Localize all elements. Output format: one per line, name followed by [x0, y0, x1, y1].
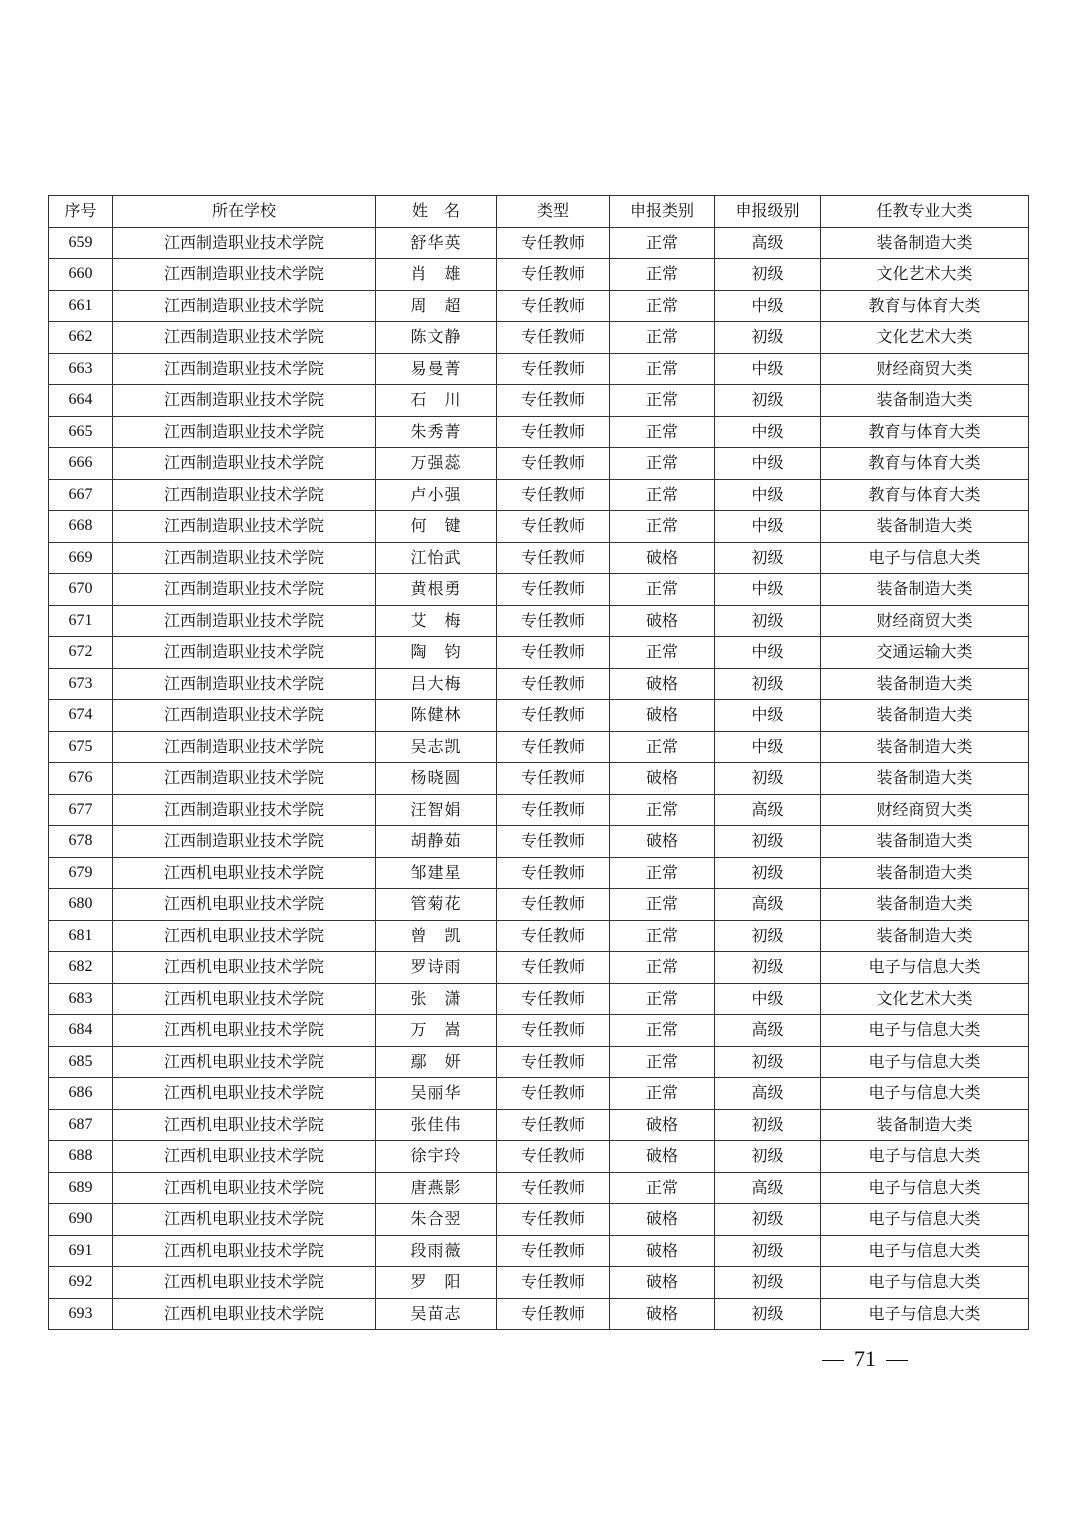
cell-type: 专任教师	[497, 731, 610, 763]
cell-index: 664	[49, 385, 113, 417]
cell-index: 659	[49, 227, 113, 259]
cell-school: 江西制造职业技术学院	[113, 668, 376, 700]
table-row	[49, 952, 1029, 984]
table-row	[49, 574, 1029, 606]
cell-application-category: 正常	[610, 637, 715, 669]
cell-type: 专任教师	[497, 889, 610, 921]
cell-index: 677	[49, 794, 113, 826]
cell-type: 专任教师	[497, 1109, 610, 1141]
cell-type: 专任教师	[497, 668, 610, 700]
cell-major-category: 文化艺术大类	[821, 983, 1029, 1015]
cell-name: 石 川	[376, 385, 497, 417]
table-row	[49, 1204, 1029, 1236]
cell-major-category: 文化艺术大类	[821, 259, 1029, 291]
cell-type: 专任教师	[497, 1078, 610, 1110]
cell-application-category: 正常	[610, 479, 715, 511]
cell-name: 汪智娟	[376, 794, 497, 826]
cell-name: 吴苗志	[376, 1298, 497, 1330]
cell-application-level: 初级	[715, 1267, 821, 1299]
cell-application-level: 高级	[715, 794, 821, 826]
table-row	[49, 322, 1029, 354]
cell-index: 686	[49, 1078, 113, 1110]
cell-school: 江西制造职业技术学院	[113, 794, 376, 826]
cell-index: 680	[49, 889, 113, 921]
cell-application-category: 正常	[610, 1015, 715, 1047]
cell-name: 陶 钧	[376, 637, 497, 669]
cell-index: 672	[49, 637, 113, 669]
cell-major-category: 电子与信息大类	[821, 1141, 1029, 1173]
cell-name: 杨晓圆	[376, 763, 497, 795]
page-number-value: 71	[854, 1346, 876, 1371]
cell-type: 专任教师	[497, 448, 610, 480]
cell-name: 万 嵩	[376, 1015, 497, 1047]
cell-type: 专任教师	[497, 1235, 610, 1267]
cell-major-category: 电子与信息大类	[821, 1235, 1029, 1267]
cell-application-level: 中级	[715, 731, 821, 763]
cell-name: 黄根勇	[376, 574, 497, 606]
cell-name: 罗 阳	[376, 1267, 497, 1299]
cell-index: 683	[49, 983, 113, 1015]
cell-application-category: 正常	[610, 857, 715, 889]
cell-index: 693	[49, 1298, 113, 1330]
cell-type: 专任教师	[497, 1204, 610, 1236]
cell-application-category: 正常	[610, 511, 715, 543]
cell-type: 专任教师	[497, 479, 610, 511]
cell-school: 江西制造职业技术学院	[113, 448, 376, 480]
cell-name: 管菊花	[376, 889, 497, 921]
cell-application-level: 初级	[715, 1141, 821, 1173]
table-row	[49, 731, 1029, 763]
cell-application-level: 高级	[715, 889, 821, 921]
cell-type: 专任教师	[497, 952, 610, 984]
cell-name: 邹建星	[376, 857, 497, 889]
cell-major-category: 教育与体育大类	[821, 416, 1029, 448]
cell-school: 江西制造职业技术学院	[113, 542, 376, 574]
table-header	[49, 196, 1029, 228]
header-row	[49, 196, 1029, 228]
cell-major-category: 装备制造大类	[821, 668, 1029, 700]
cell-index: 671	[49, 605, 113, 637]
cell-name: 段雨薇	[376, 1235, 497, 1267]
cell-application-level: 初级	[715, 259, 821, 291]
cell-name: 易曼菁	[376, 353, 497, 385]
table-row	[49, 353, 1029, 385]
cell-application-category: 破格	[610, 605, 715, 637]
cell-major-category: 装备制造大类	[821, 574, 1029, 606]
cell-index: 682	[49, 952, 113, 984]
cell-application-level: 初级	[715, 1235, 821, 1267]
cell-application-level: 高级	[715, 227, 821, 259]
cell-major-category: 电子与信息大类	[821, 1046, 1029, 1078]
cell-school: 江西制造职业技术学院	[113, 700, 376, 732]
cell-type: 专任教师	[497, 983, 610, 1015]
cell-application-category: 正常	[610, 889, 715, 921]
cell-index: 674	[49, 700, 113, 732]
cell-type: 专任教师	[497, 1015, 610, 1047]
cell-application-category: 正常	[610, 920, 715, 952]
header-school: 所在学校	[113, 196, 376, 228]
cell-major-category: 财经商贸大类	[821, 353, 1029, 385]
cell-school: 江西制造职业技术学院	[113, 574, 376, 606]
header-type: 类型	[497, 196, 610, 228]
cell-school: 江西机电职业技术学院	[113, 1267, 376, 1299]
page-number	[812, 1346, 918, 1372]
cell-major-category: 装备制造大类	[821, 920, 1029, 952]
cell-application-category: 正常	[610, 794, 715, 826]
cell-index: 679	[49, 857, 113, 889]
cell-application-category: 正常	[610, 322, 715, 354]
cell-major-category: 装备制造大类	[821, 889, 1029, 921]
cell-application-level: 初级	[715, 763, 821, 795]
cell-application-category: 正常	[610, 259, 715, 291]
cell-major-category: 装备制造大类	[821, 385, 1029, 417]
cell-school: 江西机电职业技术学院	[113, 1046, 376, 1078]
cell-application-level: 中级	[715, 479, 821, 511]
cell-school: 江西机电职业技术学院	[113, 952, 376, 984]
cell-application-category: 正常	[610, 1078, 715, 1110]
cell-major-category: 电子与信息大类	[821, 1204, 1029, 1236]
cell-name: 吴志凯	[376, 731, 497, 763]
cell-index: 663	[49, 353, 113, 385]
header-index: 序号	[49, 196, 113, 228]
cell-school: 江西制造职业技术学院	[113, 290, 376, 322]
cell-name: 卢小强	[376, 479, 497, 511]
cell-school: 江西机电职业技术学院	[113, 1298, 376, 1330]
cell-major-category: 交通运输大类	[821, 637, 1029, 669]
cell-index: 660	[49, 259, 113, 291]
cell-name: 吴丽华	[376, 1078, 497, 1110]
cell-major-category: 电子与信息大类	[821, 1078, 1029, 1110]
cell-type: 专任教师	[497, 1172, 610, 1204]
cell-major-category: 电子与信息大类	[821, 1298, 1029, 1330]
cell-major-category: 装备制造大类	[821, 857, 1029, 889]
cell-type: 专任教师	[497, 227, 610, 259]
table-row	[49, 857, 1029, 889]
cell-type: 专任教师	[497, 1298, 610, 1330]
cell-major-category: 装备制造大类	[821, 1109, 1029, 1141]
table-row	[49, 668, 1029, 700]
cell-type: 专任教师	[497, 290, 610, 322]
cell-index: 684	[49, 1015, 113, 1047]
cell-application-category: 正常	[610, 952, 715, 984]
cell-name: 朱合翌	[376, 1204, 497, 1236]
table-row	[49, 290, 1029, 322]
cell-name: 唐燕影	[376, 1172, 497, 1204]
cell-application-level: 初级	[715, 857, 821, 889]
cell-major-category: 文化艺术大类	[821, 322, 1029, 354]
cell-index: 661	[49, 290, 113, 322]
table-row	[49, 1078, 1029, 1110]
cell-school: 江西机电职业技术学院	[113, 1015, 376, 1047]
cell-school: 江西机电职业技术学院	[113, 1078, 376, 1110]
cell-name: 胡静茹	[376, 826, 497, 858]
cell-type: 专任教师	[497, 322, 610, 354]
cell-school: 江西制造职业技术学院	[113, 322, 376, 354]
table-row	[49, 1235, 1029, 1267]
table-row	[49, 1298, 1029, 1330]
table-row	[49, 637, 1029, 669]
table-row	[49, 227, 1029, 259]
cell-school: 江西机电职业技术学院	[113, 983, 376, 1015]
cell-application-category: 正常	[610, 290, 715, 322]
cell-type: 专任教师	[497, 826, 610, 858]
cell-index: 687	[49, 1109, 113, 1141]
cell-type: 专任教师	[497, 857, 610, 889]
cell-school: 江西机电职业技术学院	[113, 857, 376, 889]
cell-name: 陈健林	[376, 700, 497, 732]
cell-application-level: 中级	[715, 637, 821, 669]
cell-application-category: 正常	[610, 1046, 715, 1078]
cell-index: 681	[49, 920, 113, 952]
header-application-category: 申报类别	[610, 196, 715, 228]
cell-school: 江西机电职业技术学院	[113, 1141, 376, 1173]
table-row	[49, 1172, 1029, 1204]
cell-name: 陈文静	[376, 322, 497, 354]
cell-type: 专任教师	[497, 920, 610, 952]
cell-application-level: 初级	[715, 605, 821, 637]
table-body	[49, 227, 1029, 1330]
cell-type: 专任教师	[497, 542, 610, 574]
cell-type: 专任教师	[497, 1267, 610, 1299]
cell-school: 江西机电职业技术学院	[113, 1172, 376, 1204]
cell-index: 690	[49, 1204, 113, 1236]
cell-school: 江西制造职业技术学院	[113, 227, 376, 259]
cell-major-category: 装备制造大类	[821, 227, 1029, 259]
cell-school: 江西机电职业技术学院	[113, 1235, 376, 1267]
cell-type: 专任教师	[497, 794, 610, 826]
cell-index: 692	[49, 1267, 113, 1299]
cell-name: 周 超	[376, 290, 497, 322]
cell-type: 专任教师	[497, 574, 610, 606]
cell-index: 673	[49, 668, 113, 700]
cell-application-category: 正常	[610, 448, 715, 480]
table-row	[49, 983, 1029, 1015]
cell-major-category: 电子与信息大类	[821, 952, 1029, 984]
table-row	[49, 416, 1029, 448]
cell-application-level: 高级	[715, 1078, 821, 1110]
cell-application-level: 中级	[715, 448, 821, 480]
table-row	[49, 700, 1029, 732]
cell-name: 艾 梅	[376, 605, 497, 637]
cell-application-category: 破格	[610, 1235, 715, 1267]
page-number-dash-right	[886, 1360, 908, 1361]
cell-index: 667	[49, 479, 113, 511]
table-row	[49, 889, 1029, 921]
cell-application-level: 初级	[715, 542, 821, 574]
cell-application-category: 正常	[610, 574, 715, 606]
table-row	[49, 763, 1029, 795]
header-application-level: 申报级别	[715, 196, 821, 228]
cell-application-category: 正常	[610, 353, 715, 385]
cell-application-category: 正常	[610, 983, 715, 1015]
cell-school: 江西机电职业技术学院	[113, 1204, 376, 1236]
table-row	[49, 511, 1029, 543]
cell-application-category: 破格	[610, 1267, 715, 1299]
cell-index: 678	[49, 826, 113, 858]
page-number-dash-left	[822, 1360, 844, 1361]
cell-application-level: 中级	[715, 353, 821, 385]
cell-school: 江西制造职业技术学院	[113, 479, 376, 511]
cell-type: 专任教师	[497, 1141, 610, 1173]
table-row	[49, 826, 1029, 858]
cell-application-level: 中级	[715, 574, 821, 606]
cell-major-category: 电子与信息大类	[821, 542, 1029, 574]
cell-school: 江西制造职业技术学院	[113, 826, 376, 858]
cell-application-category: 破格	[610, 1141, 715, 1173]
cell-application-level: 初级	[715, 1109, 821, 1141]
header-name: 姓 名	[376, 196, 497, 228]
cell-application-category: 破格	[610, 1298, 715, 1330]
cell-application-category: 破格	[610, 700, 715, 732]
cell-index: 685	[49, 1046, 113, 1078]
cell-type: 专任教师	[497, 385, 610, 417]
cell-school: 江西制造职业技术学院	[113, 353, 376, 385]
table-row	[49, 385, 1029, 417]
cell-name: 朱秀菁	[376, 416, 497, 448]
cell-name: 鄢 妍	[376, 1046, 497, 1078]
cell-name: 罗诗雨	[376, 952, 497, 984]
cell-school: 江西机电职业技术学院	[113, 1109, 376, 1141]
cell-application-category: 破格	[610, 1204, 715, 1236]
cell-type: 专任教师	[497, 511, 610, 543]
cell-application-category: 破格	[610, 542, 715, 574]
cell-type: 专任教师	[497, 763, 610, 795]
cell-application-category: 正常	[610, 227, 715, 259]
cell-major-category: 教育与体育大类	[821, 448, 1029, 480]
table-row	[49, 1109, 1029, 1141]
table-row	[49, 1046, 1029, 1078]
cell-application-level: 初级	[715, 668, 821, 700]
cell-name: 何 键	[376, 511, 497, 543]
cell-school: 江西制造职业技术学院	[113, 385, 376, 417]
cell-school: 江西制造职业技术学院	[113, 763, 376, 795]
cell-index: 662	[49, 322, 113, 354]
cell-application-level: 中级	[715, 983, 821, 1015]
cell-major-category: 装备制造大类	[821, 826, 1029, 858]
cell-index: 669	[49, 542, 113, 574]
cell-major-category: 教育与体育大类	[821, 479, 1029, 511]
cell-type: 专任教师	[497, 637, 610, 669]
cell-index: 689	[49, 1172, 113, 1204]
cell-major-category: 财经商贸大类	[821, 794, 1029, 826]
cell-major-category: 电子与信息大类	[821, 1267, 1029, 1299]
cell-application-level: 初级	[715, 385, 821, 417]
table-row	[49, 794, 1029, 826]
table-row	[49, 448, 1029, 480]
cell-school: 江西机电职业技术学院	[113, 920, 376, 952]
table-row	[49, 1015, 1029, 1047]
cell-name: 吕大梅	[376, 668, 497, 700]
table-row	[49, 542, 1029, 574]
cell-application-level: 中级	[715, 700, 821, 732]
cell-application-category: 破格	[610, 1109, 715, 1141]
cell-application-category: 正常	[610, 385, 715, 417]
cell-school: 江西机电职业技术学院	[113, 889, 376, 921]
table-row	[49, 920, 1029, 952]
cell-application-level: 初级	[715, 952, 821, 984]
cell-type: 专任教师	[497, 353, 610, 385]
cell-school: 江西制造职业技术学院	[113, 259, 376, 291]
cell-application-category: 破格	[610, 826, 715, 858]
roster-table	[48, 195, 1029, 1330]
cell-application-level: 初级	[715, 920, 821, 952]
cell-name: 张佳伟	[376, 1109, 497, 1141]
cell-application-category: 破格	[610, 668, 715, 700]
cell-application-level: 高级	[715, 1172, 821, 1204]
cell-name: 江怡武	[376, 542, 497, 574]
cell-name: 肖 雄	[376, 259, 497, 291]
cell-index: 665	[49, 416, 113, 448]
cell-name: 舒华英	[376, 227, 497, 259]
cell-school: 江西制造职业技术学院	[113, 605, 376, 637]
cell-type: 专任教师	[497, 259, 610, 291]
cell-type: 专任教师	[497, 416, 610, 448]
cell-index: 666	[49, 448, 113, 480]
cell-type: 专任教师	[497, 1046, 610, 1078]
cell-index: 688	[49, 1141, 113, 1173]
table-row	[49, 259, 1029, 291]
table-row	[49, 605, 1029, 637]
cell-major-category: 电子与信息大类	[821, 1015, 1029, 1047]
cell-name: 徐宇玲	[376, 1141, 497, 1173]
cell-name: 曾 凯	[376, 920, 497, 952]
cell-application-category: 正常	[610, 416, 715, 448]
cell-application-level: 高级	[715, 1015, 821, 1047]
cell-major-category: 装备制造大类	[821, 731, 1029, 763]
cell-type: 专任教师	[497, 605, 610, 637]
cell-major-category: 教育与体育大类	[821, 290, 1029, 322]
cell-application-category: 破格	[610, 763, 715, 795]
cell-index: 670	[49, 574, 113, 606]
cell-major-category: 电子与信息大类	[821, 1172, 1029, 1204]
cell-application-level: 初级	[715, 1046, 821, 1078]
cell-application-level: 初级	[715, 322, 821, 354]
cell-school: 江西制造职业技术学院	[113, 416, 376, 448]
cell-application-level: 中级	[715, 290, 821, 322]
cell-index: 691	[49, 1235, 113, 1267]
cell-index: 676	[49, 763, 113, 795]
table-row	[49, 1267, 1029, 1299]
cell-name: 张 潇	[376, 983, 497, 1015]
cell-application-category: 正常	[610, 1172, 715, 1204]
table-row	[49, 1141, 1029, 1173]
cell-major-category: 装备制造大类	[821, 763, 1029, 795]
cell-application-level: 初级	[715, 1204, 821, 1236]
cell-application-level: 初级	[715, 1298, 821, 1330]
cell-school: 江西制造职业技术学院	[113, 637, 376, 669]
cell-index: 668	[49, 511, 113, 543]
cell-school: 江西制造职业技术学院	[113, 511, 376, 543]
cell-major-category: 财经商贸大类	[821, 605, 1029, 637]
cell-application-category: 正常	[610, 731, 715, 763]
cell-school: 江西制造职业技术学院	[113, 731, 376, 763]
cell-application-level: 中级	[715, 416, 821, 448]
cell-application-level: 中级	[715, 511, 821, 543]
cell-name: 万强蕊	[376, 448, 497, 480]
header-major-category: 任教专业大类	[821, 196, 1029, 228]
cell-major-category: 装备制造大类	[821, 700, 1029, 732]
cell-application-level: 初级	[715, 826, 821, 858]
cell-major-category: 装备制造大类	[821, 511, 1029, 543]
cell-index: 675	[49, 731, 113, 763]
cell-type: 专任教师	[497, 700, 610, 732]
table-row	[49, 479, 1029, 511]
